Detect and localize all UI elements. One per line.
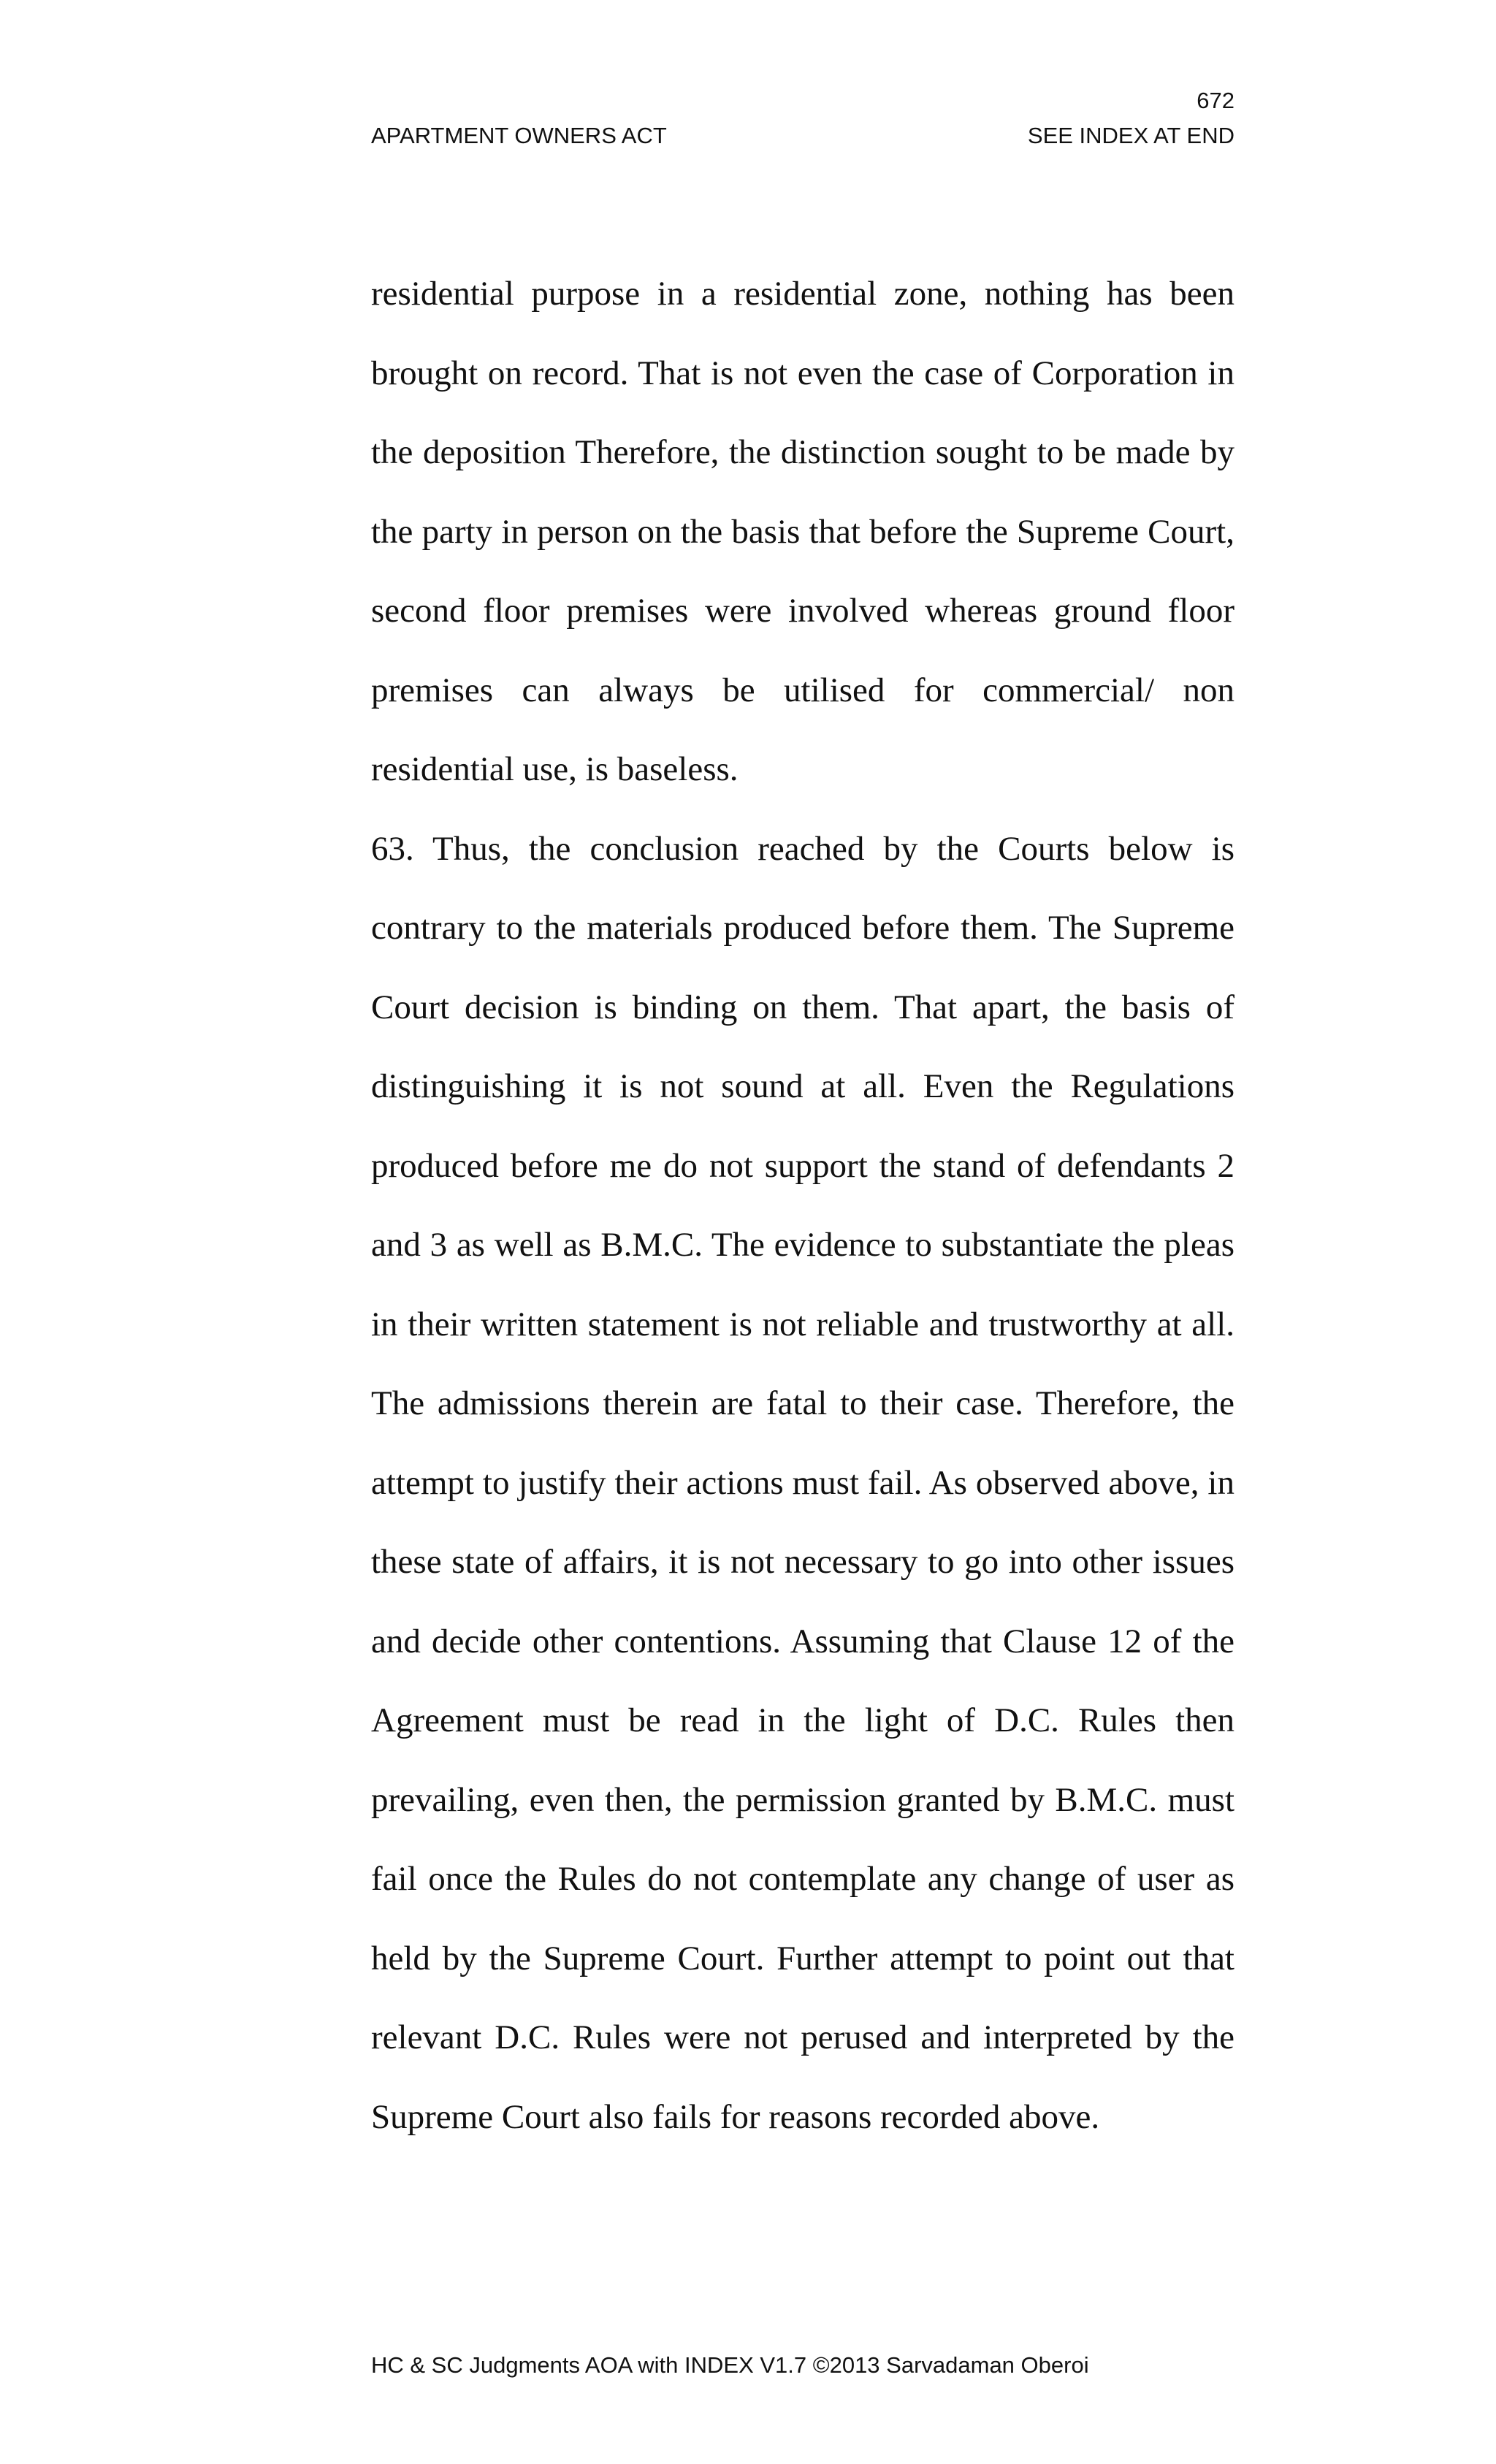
- page-number: 672: [1197, 88, 1234, 113]
- header-right-title: SEE INDEX AT END: [1027, 123, 1234, 148]
- header-left-title: APARTMENT OWNERS ACT: [371, 123, 667, 148]
- paragraph-continuation: residential purpose in a residential zone, nothing has been brought on record. That is not even the case of Corporation in the deposition Therefore, the distinction sought to be made by the party in person on the basis that before the Supreme Court, second floor premises were involved whereas ground floor premises can always be utilised for commercial/ non residential use, is baseless.: [371, 275, 1234, 788]
- paragraph-63: 63. Thus, the conclusion reached by the Courts below is contrary to the materials produced before them. The Supreme Court decision is binding on them. That apart, the basis of distinguishing it is not sound at all. Even the Regulations produced before me do not support the stand of defendants 2 and 3 as well as B.M.C. The evidence to substantiate the pleas in their written statement is not reliable and trustworthy at all. The admissions therein are fatal to their case. Therefore, the attempt to justify their actions must fail. As observed above, in these state of affairs, it is not necessary to go into other issues and decide other contentions. Assuming that Clause 12 of the Agreement must be read in the light of D.C. Rules then prevailing, even then, the permission granted by B.M.C. must fail once the Rules do not contemplate any change of user as held by the Supreme Court. Further attempt to point out that relevant D.C. Rules were not perused and interpreted by the Supreme Court also fails for reasons recorded above.: [371, 829, 1234, 2136]
- running-header: [371, 123, 1234, 155]
- body-text: [371, 254, 1234, 2156]
- page-footer: HC & SC Judgments AOA with INDEX V1.7 ©2013 Sarvadaman Oberoi: [371, 2352, 1089, 2378]
